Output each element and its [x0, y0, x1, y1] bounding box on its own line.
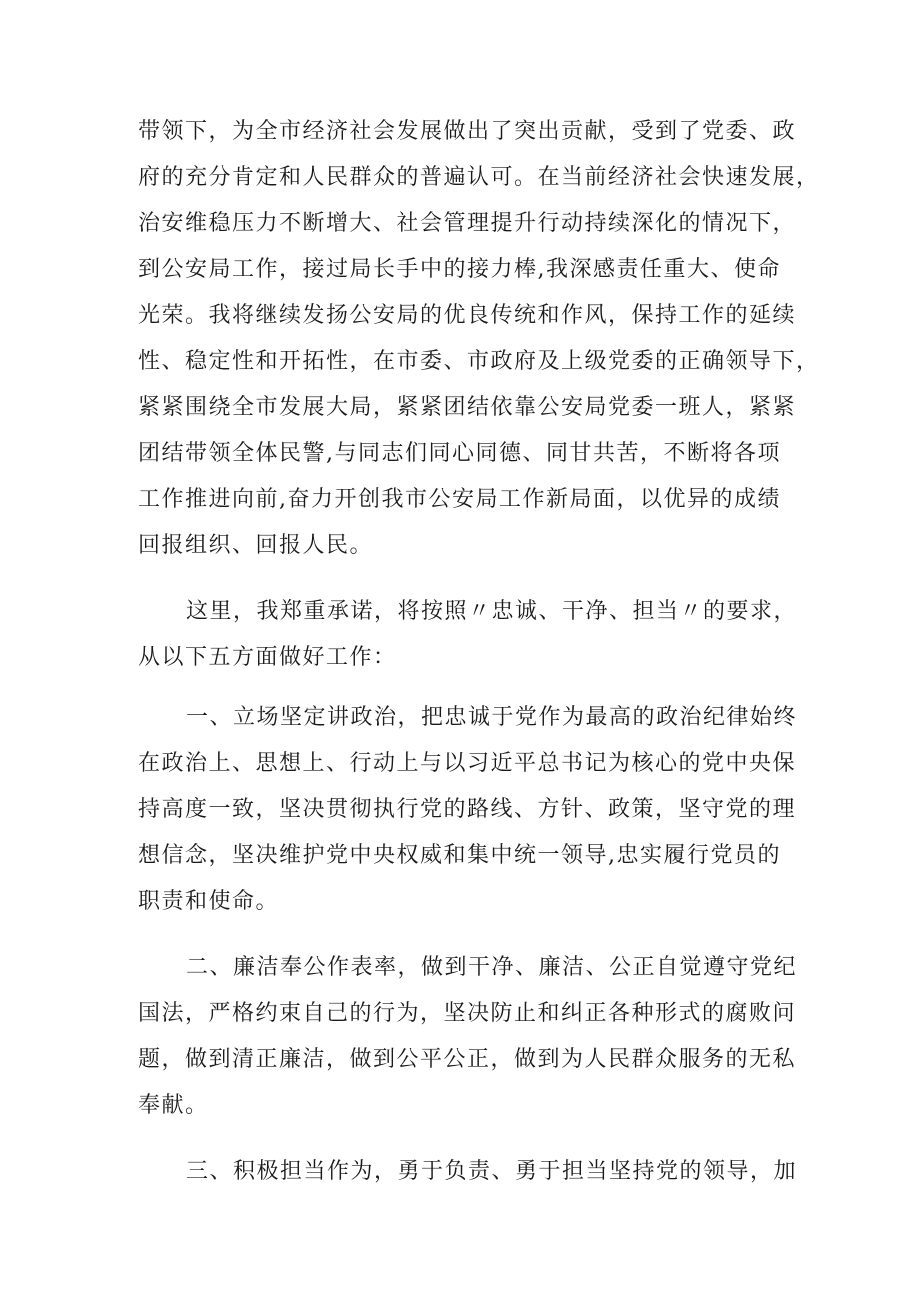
paragraph-point-one: [138, 695, 798, 925]
text-line: 奉献。: [138, 1093, 209, 1118]
paragraph-point-three: [138, 1149, 798, 1195]
text-line: 光荣。我将继续发扬公安局的优良传统和作风，保持工作的延续: [138, 303, 797, 328]
text-line: 想信念，坚决维护党中央权威和集中统一领导,忠实履行党员的: [138, 843, 781, 868]
text-line: 府的充分肯定和人民群众的普遍认可。在当前经济社会快速发展，: [138, 165, 820, 190]
text-line: 职责和使命。: [138, 889, 280, 914]
text-line: 持高度一致，坚决贯彻执行党的路线、方针、政策，坚守党的理: [138, 797, 797, 822]
text-line: 一、立场坚定讲政治，把忠诚于党作为最高的政治纪律始终: [186, 705, 798, 730]
text-line: 三、积极担当作为，勇于负责、勇于担当坚持党的领导，加: [186, 1159, 798, 1184]
text-line: 治安维稳压力不断增大、社会管理提升行动持续深化的情况下，: [138, 211, 797, 236]
text-line: 这里，我郑重承诺，将按照〃忠诚、干净、担当〃的要求，: [186, 599, 798, 624]
text-line: 工作推进向前,奋力开创我市公安局工作新局面，以优异的成绩: [138, 487, 781, 512]
paragraph-spacer: [138, 569, 798, 589]
text-line: 到公安局工作，接过局长手中的接力棒,我深感责任重大、使命: [138, 257, 781, 282]
text-line: 团结带领全体民警,与同志们同心同德、同甘共苦，不断将各项: [138, 441, 781, 466]
text-line: 国法，严格约束自己的行为，坚决防止和纠正各种形式的腐败问: [138, 1001, 797, 1026]
text-line: 性、稳定性和开拓性，在市委、市政府及上级党委的正确领导下，: [138, 349, 820, 374]
text-line: 从以下五方面做好工作：: [138, 645, 397, 670]
text-line: 在政治上、思想上、行动上与以习近平总书记为核心的党中央保: [138, 751, 797, 776]
paragraph-spacer: [138, 1129, 798, 1149]
paragraph-spacer: [138, 681, 798, 695]
paragraph-spacer: [138, 925, 798, 945]
text-line: 紧紧围绕全市发展大局，紧紧团结依靠公安局党委一班人，紧紧: [138, 395, 797, 420]
text-line: 二、廉洁奉公作表率，做到干净、廉洁、公正自觉遵守党纪: [186, 955, 798, 980]
text-line: 带领下，为全市经济社会发展做出了突出贡献，受到了党委、政: [138, 119, 797, 144]
paragraph-continuation: [138, 109, 820, 569]
text-line: 题，做到清正廉洁，做到公平公正，做到为人民群众服务的无私: [138, 1047, 797, 1072]
paragraph-point-two: [138, 945, 798, 1129]
paragraph-commitment: [138, 589, 798, 681]
text-line: 回报组织、回报人民。: [138, 533, 374, 558]
document-body: [138, 109, 820, 1195]
